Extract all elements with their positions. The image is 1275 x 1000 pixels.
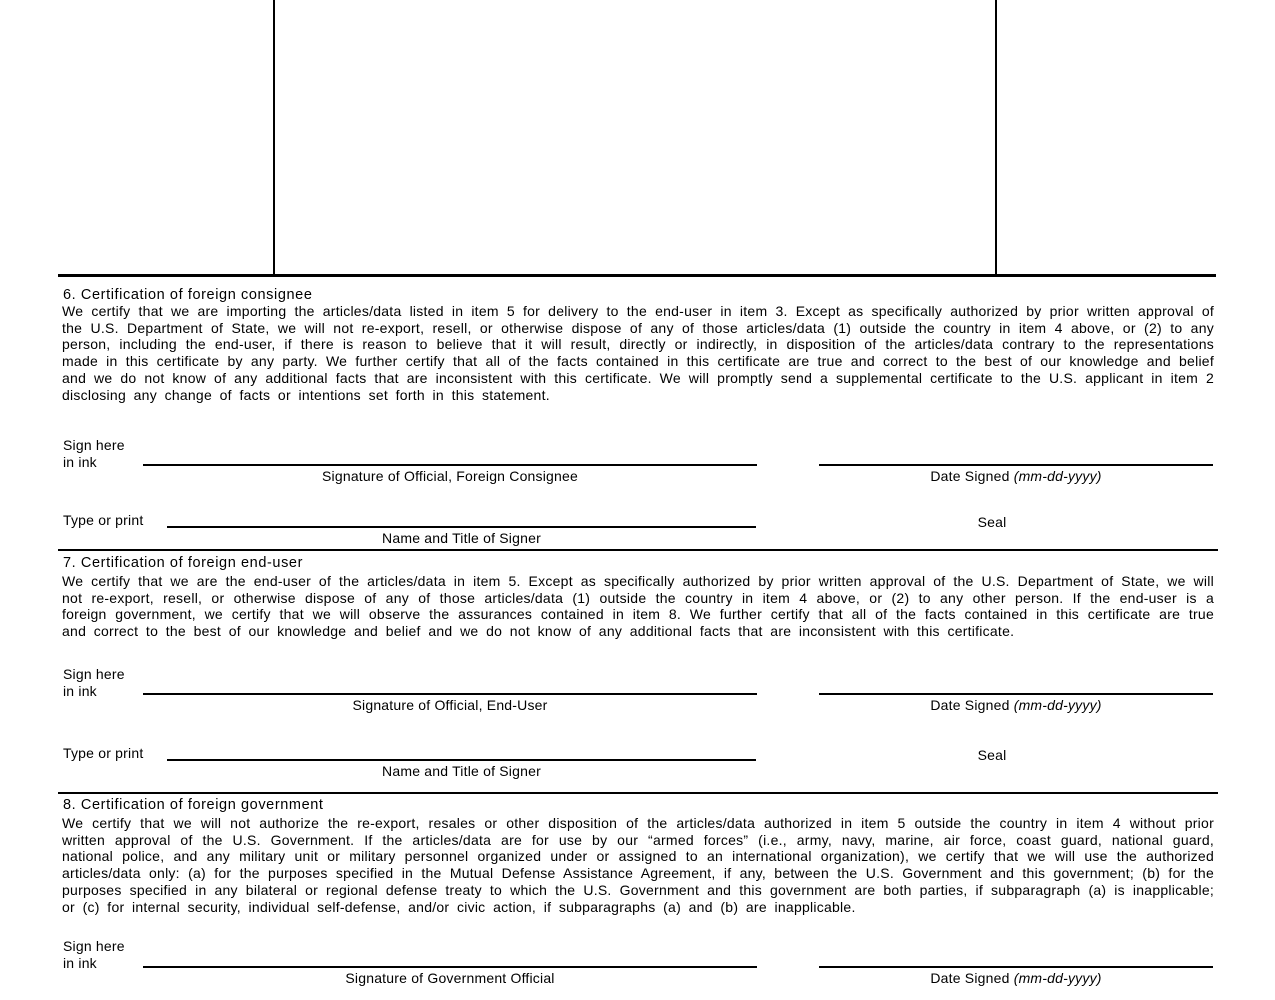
- type-or-print-line[interactable]: [167, 526, 756, 528]
- date-signed-line[interactable]: [819, 966, 1213, 968]
- date-signed-line[interactable]: [819, 693, 1213, 695]
- sign-here-label: Sign here in ink: [63, 938, 125, 971]
- signature-line[interactable]: [143, 966, 757, 968]
- date-signed-caption: Date Signed (mm-dd-yyyy): [930, 468, 1102, 484]
- signature-caption: Signature of Official, End-User: [352, 697, 548, 713]
- name-title-caption: Name and Title of Signer: [382, 763, 541, 779]
- table-column-divider-left: [273, 0, 275, 276]
- section-divider: [58, 792, 1218, 794]
- sign-here-label: Sign here in ink: [63, 437, 125, 470]
- section-divider: [58, 549, 1218, 551]
- signature-caption: Signature of Government Official: [345, 970, 555, 986]
- section-heading: 7. Certification of foreign end-user: [63, 555, 304, 571]
- type-or-print-label: Type or print: [63, 745, 144, 761]
- name-title-caption: Name and Title of Signer: [382, 530, 541, 546]
- seal-label: Seal: [977, 747, 1007, 763]
- table-column-divider-right: [995, 0, 997, 276]
- sign-here-label: Sign here in ink: [63, 666, 125, 699]
- section-body-text: We certify that we will not authorize the re-export, resales or other disposition of the articles/data authorized in item 5 outside the country in item 4 without prior written approval of the U.S. Government. If the articles/data are for use by our “armed forces” (i.e., army, navy, marine, air force, coast guard, national guard, national police, and any military unit or military personnel organized under or assigned to an international organization), we certify that we will use the authorized articles/data only: (a) for the purposes specified in the Mutual Defense Assistance Agreement, if any, between the U.S. Government and this government; (b) for the purposes specified in any bilateral or regional defense treaty to which the U.S. Government and this government are both parties, if subparagraph (a) is inapplicable; or (c) for internal security, individual self-defense, and/or civic action, if subparagraphs (a) and (b) are inapplicable.: [62, 815, 1214, 915]
- date-signed-caption: Date Signed (mm-dd-yyyy): [930, 970, 1102, 986]
- type-or-print-label: Type or print: [63, 512, 144, 528]
- signature-line[interactable]: [143, 693, 757, 695]
- type-or-print-line[interactable]: [167, 759, 756, 761]
- section-body-text: We certify that we are the end-user of the articles/data in item 5. Except as specifically authorized by prior written approval of the U.S. Department of State, we will not re-export, resell, or otherwise dispose of any of those articles/data (1) outside the country in item 4 above, or (2) to any other person. If the end-user is a foreign government, we certify that we will observe the assurances contained in item 8. We further certify that all of the facts contained in this certificate are true and correct to the best of our knowledge and belief and we do not know of any additional facts that are inconsistent with this certificate.: [62, 573, 1214, 640]
- signature-line[interactable]: [143, 464, 757, 466]
- seal-label: Seal: [977, 514, 1007, 530]
- section-heading: 8. Certification of foreign government: [63, 797, 324, 813]
- date-signed-caption: Date Signed (mm-dd-yyyy): [930, 697, 1102, 713]
- section-body-text: We certify that we are importing the articles/data listed in item 5 for delivery to the end-user in item 3. Except as specifically authorized by prior written approval of the U.S. Department of State, we will not re-export, resell, or otherwise dispose of any of those articles/data (1) outside the country in item 4 above, or (2) to any person, including the end-user, if there is reason to believe that it will result, directly or indirectly, in disposition of the articles/data contrary to the representations made in this certificate by any party. We further certify that all of the facts contained in this certificate are true and correct to the best of our knowledge and belief and we do not know of any additional facts that are inconsistent with this certificate. We will promptly send a supplemental certificate to the U.S. applicant in item 2 disclosing any change of facts or intentions set forth in this statement.: [62, 303, 1214, 403]
- table-bottom-border: [58, 274, 1216, 277]
- signature-caption: Signature of Official, Foreign Consignee: [322, 468, 578, 484]
- section-heading: 6. Certification of foreign consignee: [63, 287, 313, 303]
- date-signed-line[interactable]: [819, 464, 1213, 466]
